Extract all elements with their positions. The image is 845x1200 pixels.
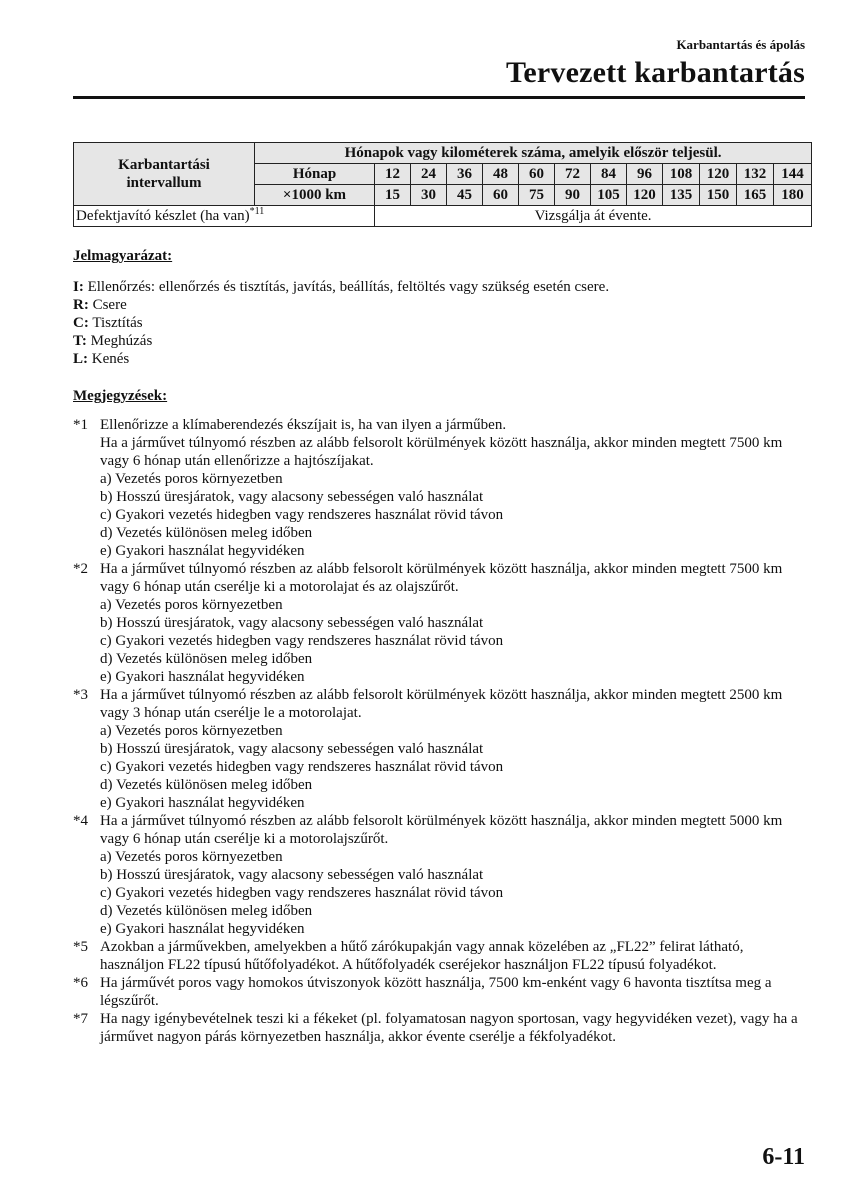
note-line: Ha nagy igénybevételnek teszi ki a fékeket (pl. folyamatosan nagyon sportosan, vagy hegyvidéken vezet), vagy ha a járművet nagyon párás környezetben használja, akkor évente cserélje a fékfolyadékot. bbox=[100, 1011, 798, 1045]
month-cell: 132 bbox=[737, 164, 774, 185]
month-cell: 36 bbox=[447, 164, 483, 185]
note-line: b) Hosszú üresjáratok, vagy alacsony sebességen való használat bbox=[100, 867, 484, 883]
item-label-cell bbox=[74, 206, 375, 227]
section-label: Karbantartás és ápolás bbox=[676, 37, 805, 52]
legend-text: Csere bbox=[92, 297, 127, 313]
title-divider bbox=[73, 96, 805, 99]
legend-item bbox=[73, 332, 609, 350]
note-item bbox=[73, 1010, 805, 1046]
note-line: c) Gyakori vezetés hidegben vagy rendszeres használat rövid távon bbox=[100, 507, 504, 523]
legend-item bbox=[73, 278, 609, 296]
note-line: e) Gyakori használat hegyvidéken bbox=[100, 795, 305, 811]
note-line: Ha járművét poros vagy homokos útviszonyok között használja, 7500 km-enként vagy 6 havonta tisztítsa meg a légszűrőt. bbox=[100, 975, 772, 1009]
month-label: Hónap bbox=[255, 164, 375, 185]
note-marker: *7 bbox=[73, 1011, 88, 1027]
km-label: ×1000 km bbox=[255, 185, 375, 206]
note-line: a) Vezetés poros környezetben bbox=[100, 723, 283, 739]
legend-key: C: bbox=[73, 315, 89, 331]
note-line: c) Gyakori vezetés hidegben vagy rendszeres használat rövid távon bbox=[100, 633, 504, 649]
note-line: e) Gyakori használat hegyvidéken bbox=[100, 543, 305, 559]
note-item bbox=[73, 416, 805, 560]
note-line: Azokban a járművekben, amelyekben a hűtő zárókupakján vagy annak közelében az „FL22” felirat látható, használjon FL22 típusú hűtőfolyadékot. A hűtőfolyadék cseréjekor használjon FL22 típusú folyadékot. bbox=[100, 939, 744, 973]
legend-key: I: bbox=[73, 279, 84, 295]
note-line: b) Hosszú üresjáratok, vagy alacsony sebességen való használat bbox=[100, 741, 484, 757]
note-line: d) Vezetés különösen meleg időben bbox=[100, 525, 313, 541]
month-cell: 84 bbox=[591, 164, 627, 185]
note-marker: *2 bbox=[73, 561, 88, 577]
month-cell: 60 bbox=[519, 164, 555, 185]
span-header: Hónapok vagy kilométerek száma, amelyik először teljesül. bbox=[255, 143, 812, 164]
note-line: b) Hosszú üresjáratok, vagy alacsony sebességen való használat bbox=[100, 615, 484, 631]
legend-text: Kenés bbox=[91, 351, 130, 367]
note-marker: *5 bbox=[73, 939, 88, 955]
legend-list bbox=[73, 278, 609, 368]
note-line: Ha a járművet túlnyomó részben az alább felsorolt körülmények között használja, akkor minden megtett 2500 km vagy 3 hónap után cserélje le a motorolajat. bbox=[100, 687, 783, 721]
km-cell: 105 bbox=[591, 185, 627, 206]
km-cell: 150 bbox=[700, 185, 737, 206]
month-cell: 72 bbox=[555, 164, 591, 185]
km-cell: 60 bbox=[483, 185, 519, 206]
legend-item bbox=[73, 350, 609, 368]
legend-text: Tisztítás bbox=[92, 315, 143, 331]
note-marker: *4 bbox=[73, 813, 88, 829]
note-line: b) Hosszú üresjáratok, vagy alacsony sebességen való használat bbox=[100, 489, 484, 505]
note-line: e) Gyakori használat hegyvidéken bbox=[100, 669, 305, 685]
note-marker: *1 bbox=[73, 417, 88, 433]
item-label: Defektjavító készlet (ha van) bbox=[76, 208, 250, 224]
km-cell: 180 bbox=[774, 185, 812, 206]
note-line: d) Vezetés különösen meleg időben bbox=[100, 903, 313, 919]
note-marker: *6 bbox=[73, 975, 88, 991]
legend-heading: Jelmagyarázat: bbox=[73, 248, 173, 264]
note-item bbox=[73, 560, 805, 686]
note-line: Ha a járművet túlnyomó részben az alább felsorolt körülmények között használja, akkor minden megtett 7500 km vagy 6 hónap után ellenőrizze a hajtószíjakat. bbox=[100, 435, 783, 469]
note-marker: *3 bbox=[73, 687, 88, 703]
km-cell: 165 bbox=[737, 185, 774, 206]
km-cell: 90 bbox=[555, 185, 591, 206]
note-line: d) Vezetés különösen meleg időben bbox=[100, 777, 313, 793]
km-cell: 15 bbox=[375, 185, 411, 206]
note-line: c) Gyakori vezetés hidegben vagy rendszeres használat rövid távon bbox=[100, 759, 504, 775]
legend-item bbox=[73, 296, 609, 314]
note-item bbox=[73, 938, 805, 974]
note-line: c) Gyakori vezetés hidegben vagy rendszeres használat rövid távon bbox=[100, 885, 504, 901]
legend-key: T: bbox=[73, 333, 87, 349]
maintenance-table bbox=[73, 142, 812, 227]
month-cell: 48 bbox=[483, 164, 519, 185]
legend-text: Meghúzás bbox=[90, 333, 153, 349]
note-item bbox=[73, 686, 805, 812]
legend-item bbox=[73, 314, 609, 332]
interval-label-cell bbox=[74, 143, 255, 206]
note-line: Ellenőrizze a klímaberendezés ékszíjait is, ha van ilyen a járműben. bbox=[100, 417, 507, 433]
note-item bbox=[73, 974, 805, 1010]
note-line: a) Vezetés poros környezetben bbox=[100, 597, 283, 613]
note-line: a) Vezetés poros környezetben bbox=[100, 471, 283, 487]
legend-key: L: bbox=[73, 351, 88, 367]
item-note-ref: *11 bbox=[249, 206, 265, 217]
page-title: Tervezett karbantartás bbox=[505, 56, 805, 89]
item-value: Vizsgálja át évente. bbox=[375, 206, 812, 227]
km-cell: 135 bbox=[663, 185, 700, 206]
month-cell: 144 bbox=[774, 164, 812, 185]
note-line: d) Vezetés különösen meleg időben bbox=[100, 651, 313, 667]
km-cell: 75 bbox=[519, 185, 555, 206]
month-cell: 120 bbox=[700, 164, 737, 185]
month-cell: 96 bbox=[627, 164, 663, 185]
km-cell: 30 bbox=[411, 185, 447, 206]
legend-text: Ellenőrzés: ellenőrzés és tisztítás, javítás, beállítás, feltöltés vagy szükség esetén csere. bbox=[87, 279, 610, 295]
interval-label: Karbantartási intervallum bbox=[118, 157, 210, 191]
note-line: a) Vezetés poros környezetben bbox=[100, 849, 283, 865]
notes-list bbox=[73, 416, 805, 1046]
month-cell: 24 bbox=[411, 164, 447, 185]
page-number: 6-11 bbox=[762, 1144, 805, 1170]
note-line: e) Gyakori használat hegyvidéken bbox=[100, 921, 305, 937]
note-line: Ha a járművet túlnyomó részben az alább felsorolt körülmények között használja, akkor minden megtett 7500 km vagy 6 hónap után cserélje ki a motorolajat és az olajszűrőt. bbox=[100, 561, 783, 595]
legend-key: R: bbox=[73, 297, 89, 313]
note-line: Ha a járművet túlnyomó részben az alább felsorolt körülmények között használja, akkor minden megtett 5000 km vagy 6 hónap után cserélje ki a motorolajszűrőt. bbox=[100, 813, 783, 847]
month-cell: 108 bbox=[663, 164, 700, 185]
month-cell: 12 bbox=[375, 164, 411, 185]
km-cell: 120 bbox=[627, 185, 663, 206]
note-item bbox=[73, 812, 805, 938]
km-cell: 45 bbox=[447, 185, 483, 206]
notes-heading: Megjegyzések: bbox=[73, 388, 168, 404]
